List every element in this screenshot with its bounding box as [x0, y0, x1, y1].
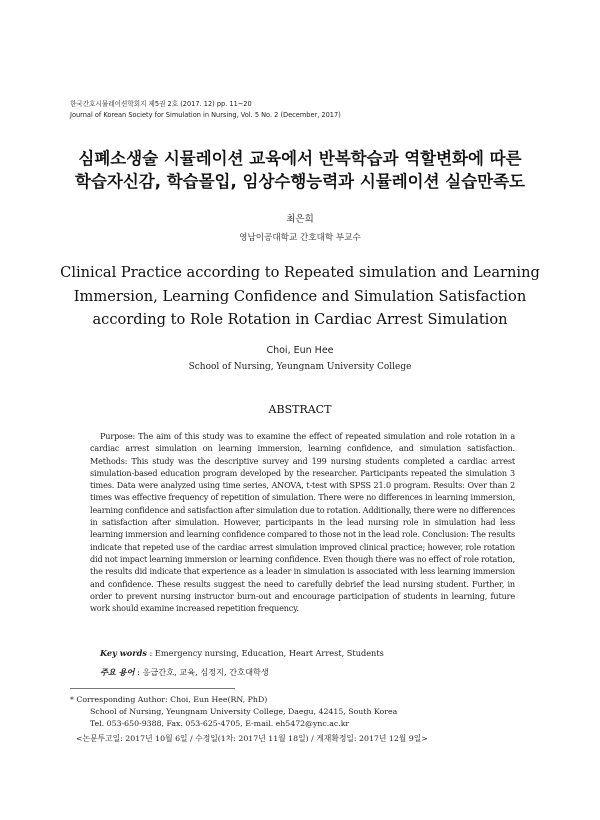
korean-title-line-2: 학습자신감, 학습몰입, 임상수행능력과 시뮬레이션 실습만족도 — [75, 172, 525, 191]
corresponding-author-line-3: Tel. 053-650-9388, Fax. 053-625-4705, E-mail. eh5472@ync.ac.kr — [90, 719, 350, 728]
corresponding-author-line-2: School of Nursing, Yeungnam University College, Daegu, 42415, South Korea — [90, 707, 398, 716]
keywords-english-separator: : — [146, 648, 155, 658]
methods-text: This study was the descriptive survey and 199 nursing students completed a cardiac arrest simulation-based education program developed by the researcher. Participants repeated the simulation 3 times. Data were analyzed using time series, ANOVA, t-test with SPSS 21.0 program. — [90, 455, 515, 491]
abstract-body — [90, 430, 515, 614]
english-title — [0, 261, 600, 332]
corresponding-author-line-1: * Corresponding Author: Choi, Eun Hee(RN, PhD) — [70, 695, 268, 704]
korean-author: 최은희 — [286, 214, 314, 225]
journal-header-kr: 한국간호시뮬레이션학회지 제5권 2호 (2017. 12) pp. 11~20 — [70, 100, 252, 108]
footnote-divider — [70, 688, 235, 689]
korean-title — [0, 147, 600, 193]
keywords-english-value: Emergency nursing, Education, Heart Arrest, Students — [154, 648, 384, 658]
english-title-line-1: Clinical Practice according to Repeated simulation and Learning — [60, 264, 540, 281]
purpose-label: Purpose: — [100, 431, 136, 441]
korean-title-line-1: 심폐소생술 시뮬레이션 교육에서 반복학습과 역할변화에 따른 — [78, 149, 522, 168]
journal-header — [70, 99, 341, 121]
keywords-english-label: Key words — [100, 648, 147, 658]
abstract-paragraph — [90, 430, 515, 614]
results-label: Results: — [433, 480, 465, 491]
korean-affiliation: 영남이공대학교 간호대학 부교수 — [239, 233, 361, 243]
english-title-line-3: according to Role Rotation in Cardiac Arrest Simulation — [92, 311, 508, 328]
conclusion-text: The results indicate that repeted use of the cardiac arrest simulation improved clinical practice; however, role rotation did not impact learning immersion or learning confidence. Even though there was no effect of role rotation, the results did indicate that experience as a leader in simulation is associated with less learning immersion and confidence. These results suggest the need to carefully debrief the lead nursing student. Further, in order to prevent nursing instructor burn-out and encourage participation of students in learning, future work should examine increased repetition frequency. — [90, 529, 515, 614]
english-author: Choi, Eun Hee — [266, 345, 334, 356]
results-text: Over than 2 times was effective frequency of repetition of simulation. There were no differences in learning immersion, learning confidence and satisfaction after simulation due to rotation. Additionally, there were no differences in satisfaction after simulation. However, participants in the lead nursing role in simulation had less learning immersion and learning confidence compared to those not in the lead role. — [90, 480, 515, 540]
corresponding-author-note — [70, 694, 397, 730]
keywords-korean-value: 응급간호, 교육, 심정지, 간호대학생 — [142, 667, 269, 677]
conclusion-label: Conclusion: — [422, 529, 469, 540]
methods-label: Methods: — [90, 455, 128, 466]
english-affiliation: School of Nursing, Yeungnam University College — [188, 362, 412, 372]
keywords-korean-separator: : — [134, 667, 143, 677]
journal-header-en: Journal of Korean Society for Simulation in Nursing, Vol. 5 No. 2 (December, 2017) — [70, 111, 341, 119]
keywords-english — [100, 648, 520, 658]
keywords-korean — [100, 667, 520, 678]
submission-dates: <논문투고일: 2017년 10월 6일 / 수정일(1차: 2017년 11월 18일) / 게재확정일: 2017년 12월 9일> — [76, 734, 428, 743]
abstract-heading: ABSTRACT — [268, 403, 332, 416]
purpose-text: The aim of this study was to examine the effect of repeated simulation and role rotation in a cardiac arrest simulation on learning immersion, learning confidence, and simulation satisfaction. — [90, 431, 515, 454]
keywords-korean-label: 주요 용어 — [100, 667, 135, 677]
english-title-line-2: Immersion, Learning Confidence and Simulation Satisfaction — [73, 287, 527, 305]
